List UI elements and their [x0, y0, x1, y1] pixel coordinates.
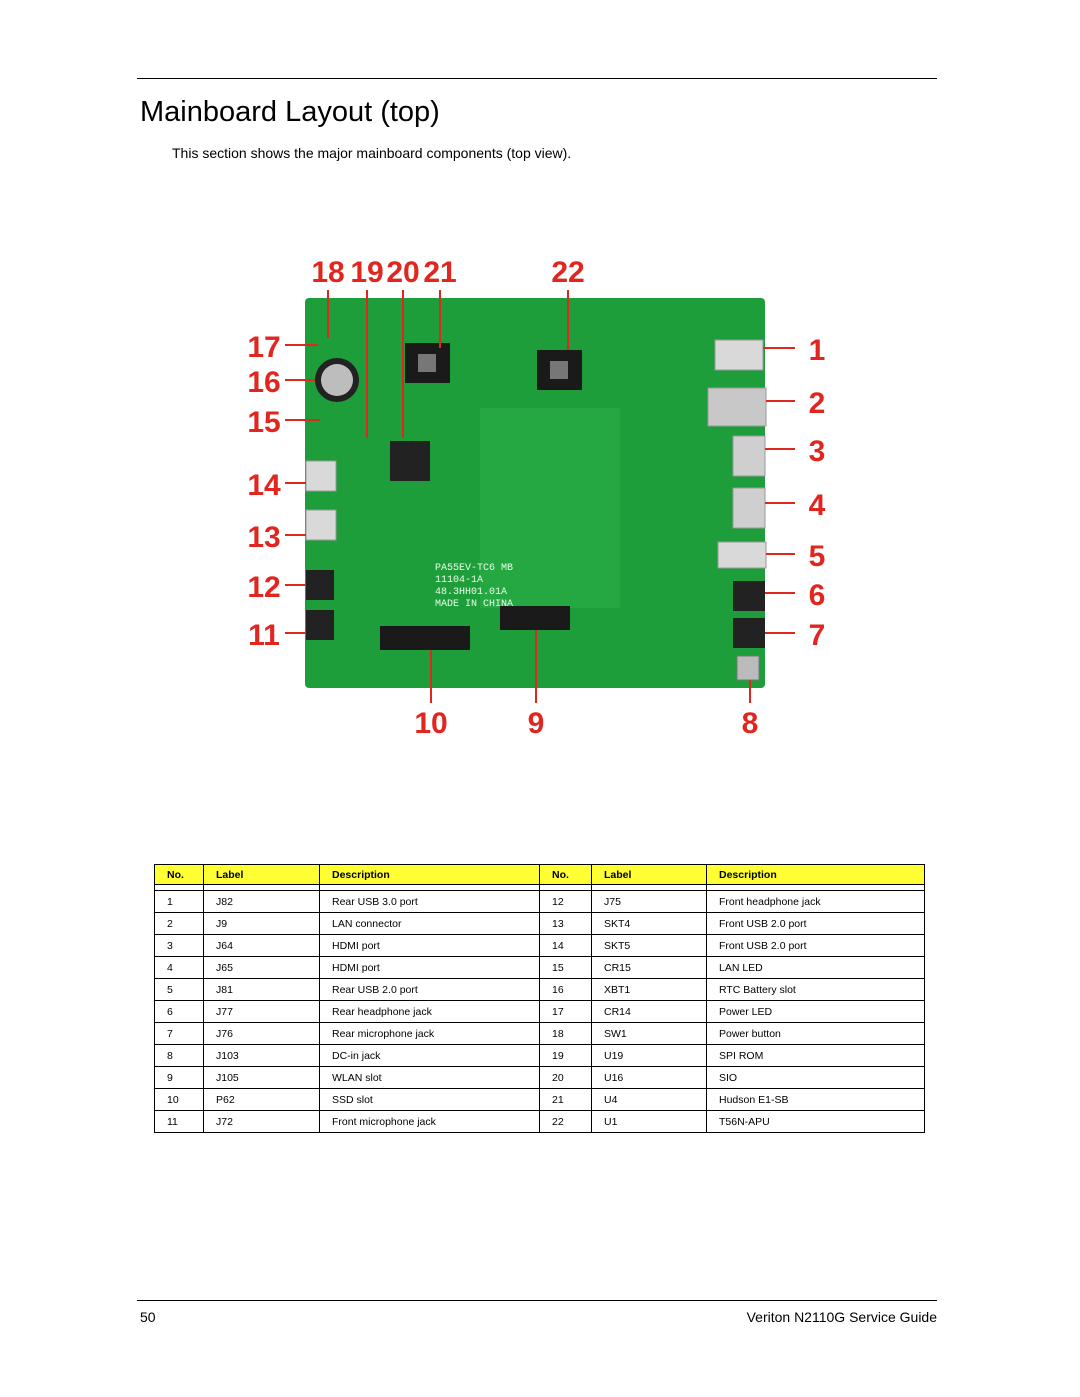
table-cell: 2 — [155, 913, 204, 935]
table-cell: U19 — [592, 1045, 707, 1067]
table-cell: P62 — [204, 1089, 320, 1111]
table-row — [155, 1045, 925, 1067]
table-cell: 17 — [540, 1001, 592, 1023]
rear-headphone-jack — [733, 581, 765, 611]
table-cell: 4 — [155, 957, 204, 979]
table-cell: J105 — [204, 1067, 320, 1089]
silk-3: 48.3HH01.01A — [435, 587, 508, 598]
table-cell: 22 — [540, 1111, 592, 1133]
hdmi-port-1 — [733, 436, 765, 476]
page-number: 50 — [140, 1309, 156, 1325]
callout-21: 21 — [423, 256, 457, 289]
table-cell: 7 — [155, 1023, 204, 1045]
table-cell: 9 — [155, 1067, 204, 1089]
table-cell: Front microphone jack — [320, 1111, 540, 1133]
table-cell: XBT1 — [592, 979, 707, 1001]
callout-1: 1 — [808, 334, 826, 367]
pcb-center-area — [480, 408, 620, 608]
front-usb-2 — [306, 510, 336, 540]
table-cell: LAN connector — [320, 913, 540, 935]
callout-19: 19 — [350, 256, 384, 289]
callout-14: 14 — [247, 469, 281, 502]
table-cell: 10 — [155, 1089, 204, 1111]
callout-10: 10 — [414, 707, 448, 740]
ssd-slot — [380, 626, 470, 650]
table-cell: Front USB 2.0 port — [707, 913, 925, 935]
col-label: Label — [204, 865, 320, 885]
table-cell: 19 — [540, 1045, 592, 1067]
callout-18: 18 — [311, 256, 345, 289]
table-cell: 18 — [540, 1023, 592, 1045]
front-usb-1 — [306, 461, 336, 491]
callout-12: 12 — [247, 571, 281, 604]
table-cell: Front headphone jack — [707, 891, 925, 913]
header-rule — [137, 78, 937, 79]
table-cell: HDMI port — [320, 935, 540, 957]
callout-13: 13 — [247, 521, 281, 554]
table-cell: WLAN slot — [320, 1067, 540, 1089]
table-cell: DC-in jack — [320, 1045, 540, 1067]
table-cell: 16 — [540, 979, 592, 1001]
table-cell: Rear microphone jack — [320, 1023, 540, 1045]
callout-5: 5 — [808, 540, 826, 573]
table-row — [155, 1001, 925, 1023]
table-cell: Rear USB 2.0 port — [320, 979, 540, 1001]
page-title: Mainboard Layout (top) — [140, 96, 440, 128]
callout-22: 22 — [551, 256, 585, 289]
table-cell: T56N-APU — [707, 1111, 925, 1133]
table-cell: J9 — [204, 913, 320, 935]
chip-u16 — [390, 441, 430, 481]
table-cell: J72 — [204, 1111, 320, 1133]
footer-title: Veriton N2110G Service Guide — [746, 1309, 937, 1325]
callout-6: 6 — [808, 579, 826, 612]
table-cell: SPI ROM — [707, 1045, 925, 1067]
callout-11: 11 — [248, 619, 280, 652]
table-cell: SIO — [707, 1067, 925, 1089]
table-row — [155, 935, 925, 957]
table-cell: CR15 — [592, 957, 707, 979]
table-row — [155, 913, 925, 935]
callout-3: 3 — [808, 435, 826, 468]
usb2-rear-port — [718, 542, 766, 568]
callout-9: 9 — [527, 707, 545, 740]
hdmi-port-2 — [733, 488, 765, 528]
col-description: Description — [320, 865, 540, 885]
table-cell: 3 — [155, 935, 204, 957]
col-description-2: Description — [707, 865, 925, 885]
table-cell: 13 — [540, 913, 592, 935]
table-cell: Front USB 2.0 port — [707, 935, 925, 957]
col-label-2: Label — [592, 865, 707, 885]
callout-8: 8 — [741, 707, 759, 740]
table-cell: U4 — [592, 1089, 707, 1111]
col-no: No. — [155, 865, 204, 885]
table-header-row — [155, 865, 925, 885]
table-row — [155, 1089, 925, 1111]
table-cell: 12 — [540, 891, 592, 913]
silk-4: MADE IN CHINA — [435, 599, 514, 610]
table-cell: Power button — [707, 1023, 925, 1045]
table-cell: HDMI port — [320, 957, 540, 979]
callout-2: 2 — [808, 387, 826, 420]
table-cell: 14 — [540, 935, 592, 957]
table-row — [155, 891, 925, 913]
table-cell: 1 — [155, 891, 204, 913]
table-cell: 6 — [155, 1001, 204, 1023]
mainboard-photo — [240, 248, 840, 743]
intro-text: This section shows the major mainboard components (top view). — [172, 145, 572, 161]
rear-mic-jack — [733, 618, 765, 648]
table-cell: SKT4 — [592, 913, 707, 935]
table-cell: SKT5 — [592, 935, 707, 957]
front-headphone-jack — [306, 570, 334, 600]
table-cell: SW1 — [592, 1023, 707, 1045]
table-cell: 8 — [155, 1045, 204, 1067]
footer-rule — [137, 1300, 937, 1301]
table-cell: J103 — [204, 1045, 320, 1067]
table-cell: J65 — [204, 957, 320, 979]
silk-2: 11104-1A — [435, 575, 484, 586]
callout-17: 17 — [247, 331, 281, 364]
callout-16: 16 — [247, 366, 281, 399]
table-cell: U1 — [592, 1111, 707, 1133]
table-cell: J64 — [204, 935, 320, 957]
callout-7: 7 — [808, 619, 826, 652]
callout-4: 4 — [808, 489, 826, 522]
table-cell: J76 — [204, 1023, 320, 1045]
table-row — [155, 1067, 925, 1089]
table-cell: 15 — [540, 957, 592, 979]
table-cell: Rear USB 3.0 port — [320, 891, 540, 913]
table-cell: 11 — [155, 1111, 204, 1133]
table-cell: Hudson E1-SB — [707, 1089, 925, 1111]
table-cell: RTC Battery slot — [707, 979, 925, 1001]
table-cell: 5 — [155, 979, 204, 1001]
table-cell: Rear headphone jack — [320, 1001, 540, 1023]
table-row — [155, 957, 925, 979]
table-cell: U16 — [592, 1067, 707, 1089]
table-row — [155, 1111, 925, 1133]
table-cell: J77 — [204, 1001, 320, 1023]
table-row — [155, 1023, 925, 1045]
table-cell: J81 — [204, 979, 320, 1001]
silk-1: PA55EV-TC6 MB — [435, 563, 514, 574]
lan-port — [708, 388, 766, 426]
table-cell: J75 — [592, 891, 707, 913]
table-cell: SSD slot — [320, 1089, 540, 1111]
usb3-port — [715, 340, 763, 370]
table-cell: J82 — [204, 891, 320, 913]
table-cell: CR14 — [592, 1001, 707, 1023]
component-table — [154, 864, 925, 1133]
table-cell: 21 — [540, 1089, 592, 1111]
callout-15: 15 — [247, 406, 281, 439]
table-row — [155, 979, 925, 1001]
table-cell: LAN LED — [707, 957, 925, 979]
callout-20: 20 — [386, 256, 420, 289]
table-cell: 20 — [540, 1067, 592, 1089]
front-mic-jack — [306, 610, 334, 640]
col-no-2: No. — [540, 865, 592, 885]
dc-jack — [737, 656, 759, 680]
table-cell: Power LED — [707, 1001, 925, 1023]
